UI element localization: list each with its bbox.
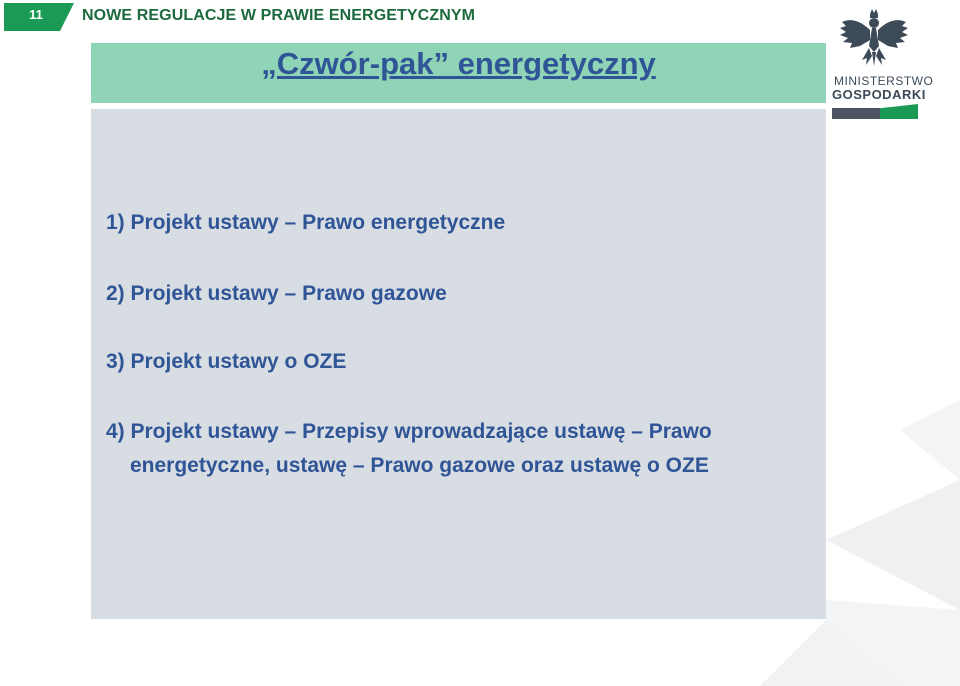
list-item: 3) Projekt ustawy o OZE: [106, 350, 347, 373]
logo-bar-green: [880, 104, 918, 119]
section-title: NOWE REGULACJE W PRAWIE ENERGETYCZNYM: [82, 7, 476, 24]
list-item: 1) Projekt ustawy – Prawo energetyczne: [106, 211, 506, 234]
logo-line-1: MINISTERSTWO: [834, 74, 934, 88]
logo-bar-gray: [832, 108, 880, 119]
list-item: 4) Projekt ustawy – Przepisy wprowadzające ustawę – Prawo energetyczne, ustawę – Prawo gazowe oraz ustawę o OZE: [106, 420, 712, 477]
content-box: [91, 109, 826, 619]
title-bar: [91, 43, 826, 103]
eagle-emblem-icon: [826, 8, 922, 70]
list-item: 2) Projekt ustawy – Prawo gazowe: [106, 282, 447, 305]
logo-line-2: GOSPODARKI: [832, 87, 926, 102]
slide-number: 11: [29, 7, 43, 22]
ministry-logo: [826, 8, 934, 122]
slide-title: „Czwór-pak” energetyczny: [261, 46, 656, 81]
